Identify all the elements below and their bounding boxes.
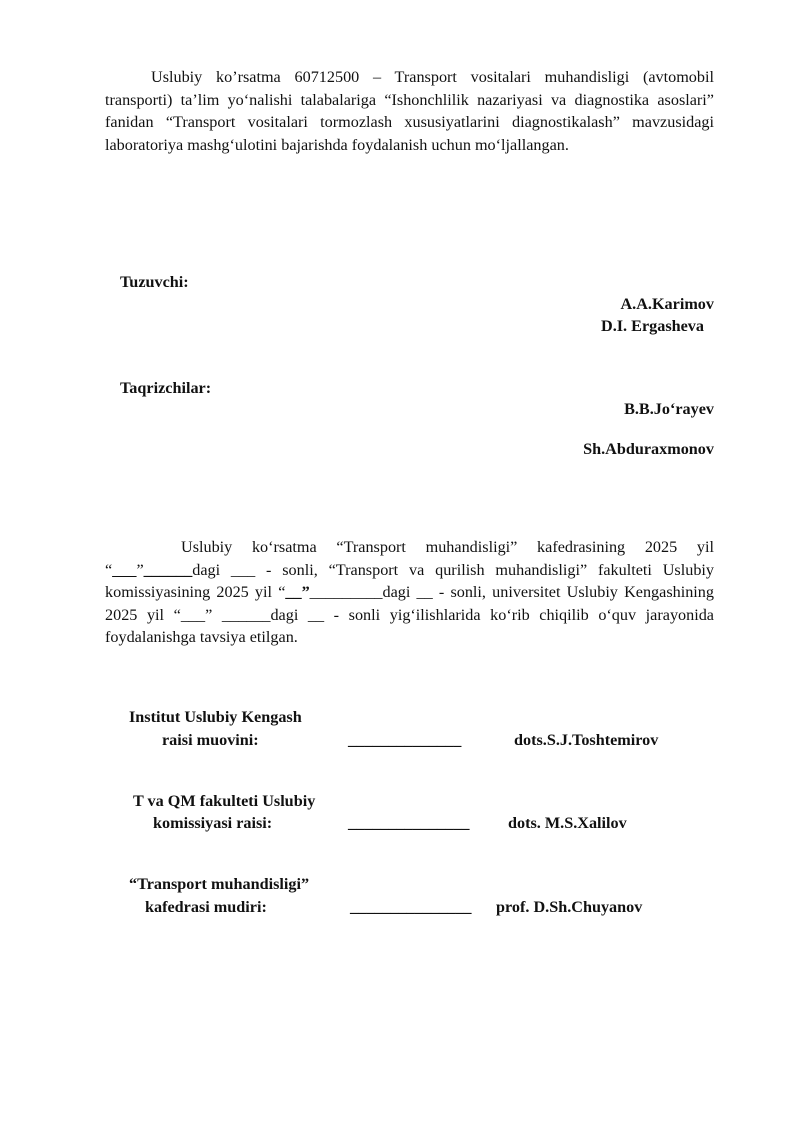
review-blank-3: __ [285,583,302,601]
signature-2-line: _______________ [348,814,470,832]
author-name-2: D.I. Ergasheva [601,317,704,335]
reviewer-name-2: Sh.Abduraxmonov [583,440,714,458]
review-paragraph [105,536,714,649]
signature-3-title-line2: kafedrasi mudiri: [145,898,267,916]
review-text-3: dagi ___ - sonli, “Transport va qurilish muhandisligi” fakulteti Uslubiy komissiyasining 2025 yil “ [105,560,714,601]
signature-1-name: dots.S.J.Toshtemirov [514,731,659,749]
signature-3-title-line1: “Transport muhandisligi” [129,875,310,893]
intro-text: Uslubiy ko’rsatma 60712500 – Transport vositalari muhandisligi (avtomobil transporti) ta’lim yo‘nalishi talabalariga “Ishonchlilik nazariyasi va diagnostika asoslari” fanidan “Transport vositalari tormozlash xususiyatlarini diagnostikalash” mavzusidagi laboratoriya mashg‘ulotini bajarishda foydalanish uchun mo‘ljallangan. [105,68,714,154]
signature-1-title-line1: Institut Uslubiy Kengash [129,708,302,726]
signature-3-line: _______________ [350,898,472,916]
signature-2-name: dots. M.S.Xalilov [508,814,627,832]
intro-paragraph [105,66,714,156]
signature-2-title-line1: T va QM fakulteti Uslubiy [133,792,316,810]
signature-1-title-line2: raisi muovini: [162,731,259,749]
review-blank-4: _________ [309,583,383,601]
reviewers-label: Taqrizchilar: [120,379,212,397]
signature-3-name: prof. D.Sh.Chuyanov [496,898,643,916]
review-text-1: Uslubiy ko‘rsatma “Transport muhandisligi” kafedrasining 2025 yil “ [105,538,714,579]
review-text-5: dagi __ - sonli, universitet Uslubiy Kengashining 2025 yil “___” ______dagi __ - sonli yig‘ilishlarida ko‘rib chiqilib o‘quv jarayonida foydalanishga tavsiya etilgan. [105,583,714,646]
review-blank-1: ___ [112,560,137,579]
reviewer-name-1: B.B.Jo‘rayev [624,400,714,418]
author-name-1: A.A.Karimov [620,295,714,313]
review-blank-2: ______ [143,560,193,579]
authors-label: Tuzuvchi: [120,273,189,291]
review-text-2: ” [136,560,144,579]
signature-2-title-line2: komissiyasi raisi: [153,814,273,832]
signature-1-line: ______________ [348,731,462,749]
review-text-4: ” [301,583,310,601]
